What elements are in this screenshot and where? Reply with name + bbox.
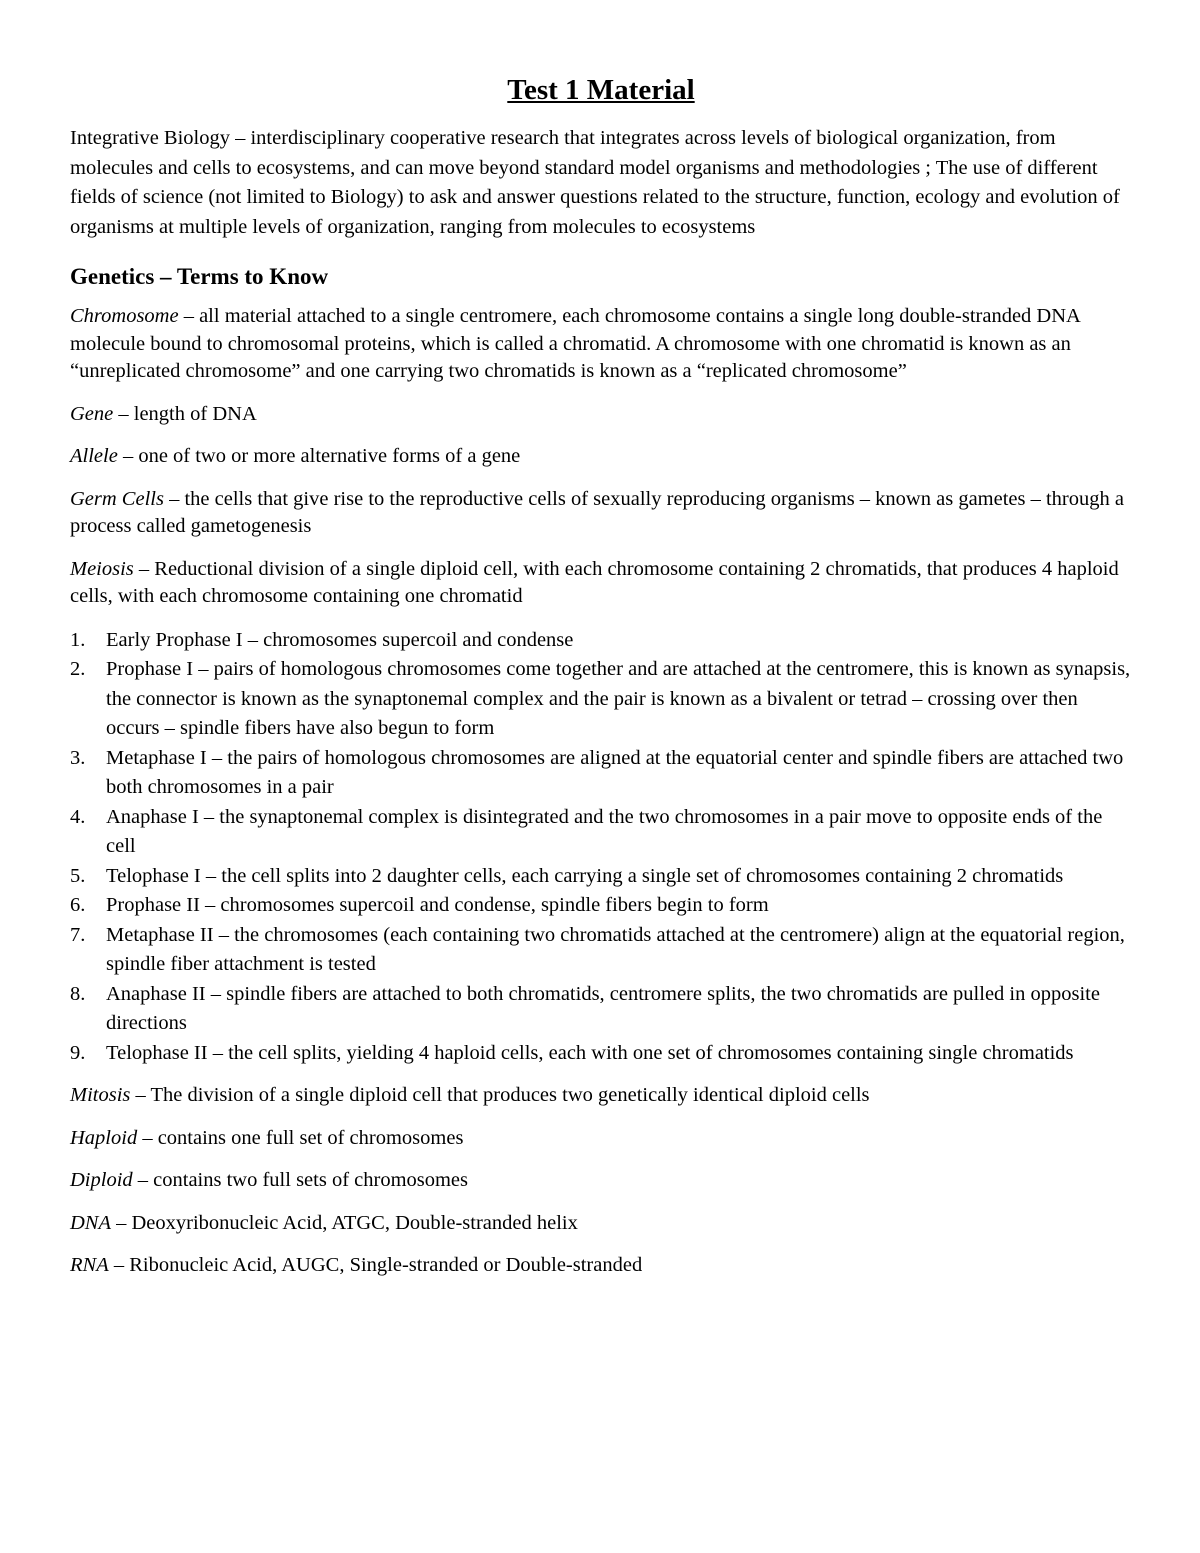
term-definition: – all material attached to a single centromere, each chromosome contains a single long double-stranded DNA molecule bound to chromosomal proteins, which is called a chromatid. A chromosome with one chromatid is known as an “unreplicated chromosome” and one carrying two chromatids is known as a “replicated chromosome”: [70, 305, 1080, 382]
list-item-text: Anaphase II – spindle fibers are attached to both chromatids, centromere splits, the two chromatids are pulled in opposite directions: [106, 982, 1100, 1034]
term-definition: – length of DNA: [113, 402, 257, 425]
term-definition: – one of two or more alternative forms of a gene: [117, 445, 521, 467]
list-item: [70, 626, 1132, 656]
term-rna: [70, 1252, 1132, 1280]
list-item-text: Metaphase I – the pairs of homologous chromosomes are aligned at the equatorial center and spindle fibers are attached two both chromosomes in a pair: [106, 746, 1124, 798]
list-item-text: Early Prophase I – chromosomes supercoil and condense: [106, 628, 574, 651]
list-item: [70, 655, 1132, 744]
term-chromosome: [70, 303, 1132, 386]
list-item: [70, 980, 1132, 1039]
document-page: [70, 72, 1132, 1295]
list-number: 5.: [70, 864, 86, 887]
list-number: 2.: [70, 658, 86, 680]
term-diploid: [70, 1167, 1132, 1195]
term-definition: – Deoxyribonucleic Acid, ATGC, Double-stranded helix: [111, 1211, 578, 1234]
list-number: 6.: [70, 894, 86, 916]
list-item-text: Prophase I – pairs of homologous chromosomes come together and are attached at the centromere, this is known as synapsis, the connector is known as the synaptonemal complex and the pair is known as a bivalent or tetrad – crossing over then occurs – spindle fibers have also begun to form: [106, 658, 1131, 739]
term-dna: [70, 1210, 1132, 1238]
list-item: [70, 862, 1132, 892]
term-definition: – Reductional division of a single diploid cell, with each chromosome containing 2 chromatids, that produces 4 haploid cells, with each chromosome containing one chromatid: [70, 557, 1119, 607]
term-definition: – contains two full sets of chromosomes: [132, 1169, 469, 1191]
list-number: 7.: [70, 923, 86, 946]
section-heading-genetics: Genetics – Terms to Know: [70, 264, 329, 289]
term-name: Chromosome: [70, 305, 179, 327]
term-name: Allele: [70, 445, 118, 467]
meiosis-phases-list: [70, 626, 1132, 1069]
intro-paragraph: Integrative Biology – interdisciplinary cooperative research that integrates across levels of biological organization, from molecules and cells to ecosystems, and can move beyond standard model organisms and methodologies ; The use of different fields of science (not limited to Biology) to ask and answer questions related to the structure, function, ecology and evolution of organisms at multiple levels of organization, ranging from molecules to ecosystems: [70, 127, 1120, 238]
term-allele: [70, 443, 1132, 471]
list-item-text: Metaphase II – the chromosomes (each containing two chromatids attached at the centromere) align at the equatorial region, spindle fiber attachment is tested: [106, 923, 1125, 975]
list-number: 1.: [70, 628, 86, 651]
list-number: 4.: [70, 805, 86, 828]
term-definition: – The division of a single diploid cell that produces two genetically identical diploid cells: [130, 1084, 870, 1106]
term-name: DNA: [70, 1211, 111, 1234]
list-item: [70, 921, 1132, 980]
term-name: Germ Cells: [70, 487, 164, 510]
term-haploid: [70, 1125, 1132, 1153]
term-name: Meiosis: [70, 557, 134, 580]
list-number: 9.: [70, 1041, 86, 1064]
term-definition: – Ribonucleic Acid, AUGC, Single-stranded or Double-stranded: [108, 1254, 643, 1276]
list-item-text: Telophase I – the cell splits into 2 daughter cells, each carrying a single set of chromosomes containing 2 chromatids: [106, 864, 1064, 887]
list-number: 8.: [70, 982, 86, 1005]
document-title: Test 1 Material: [507, 74, 695, 106]
term-definition: – contains one full set of chromosomes: [137, 1126, 464, 1149]
term-name: Haploid: [70, 1126, 138, 1149]
list-item: [70, 803, 1132, 862]
term-name: Gene: [70, 402, 114, 425]
term-meiosis: [70, 556, 1132, 611]
term-name: RNA: [70, 1254, 109, 1276]
list-item-text: Prophase II – chromosomes supercoil and condense, spindle fibers begin to form: [106, 894, 769, 916]
term-mitosis: [70, 1082, 1132, 1110]
list-item: [70, 744, 1132, 803]
term-name: Mitosis: [70, 1084, 131, 1106]
term-definition: – the cells that give rise to the reproductive cells of sexually reproducing organisms – known as gametes – through a process called gametogenesis: [70, 487, 1124, 537]
term-germ-cells: [70, 486, 1132, 541]
list-item: [70, 1039, 1132, 1069]
list-item-text: Telophase II – the cell splits, yielding 4 haploid cells, each with one set of chromosomes containing single chromatids: [106, 1041, 1074, 1064]
term-name: Diploid: [70, 1169, 133, 1191]
list-number: 3.: [70, 746, 86, 769]
list-item: [70, 891, 1132, 921]
term-gene: [70, 401, 1132, 429]
list-item-text: Anaphase I – the synaptonemal complex is disintegrated and the two chromosomes in a pair move to opposite ends of the cell: [106, 805, 1103, 857]
